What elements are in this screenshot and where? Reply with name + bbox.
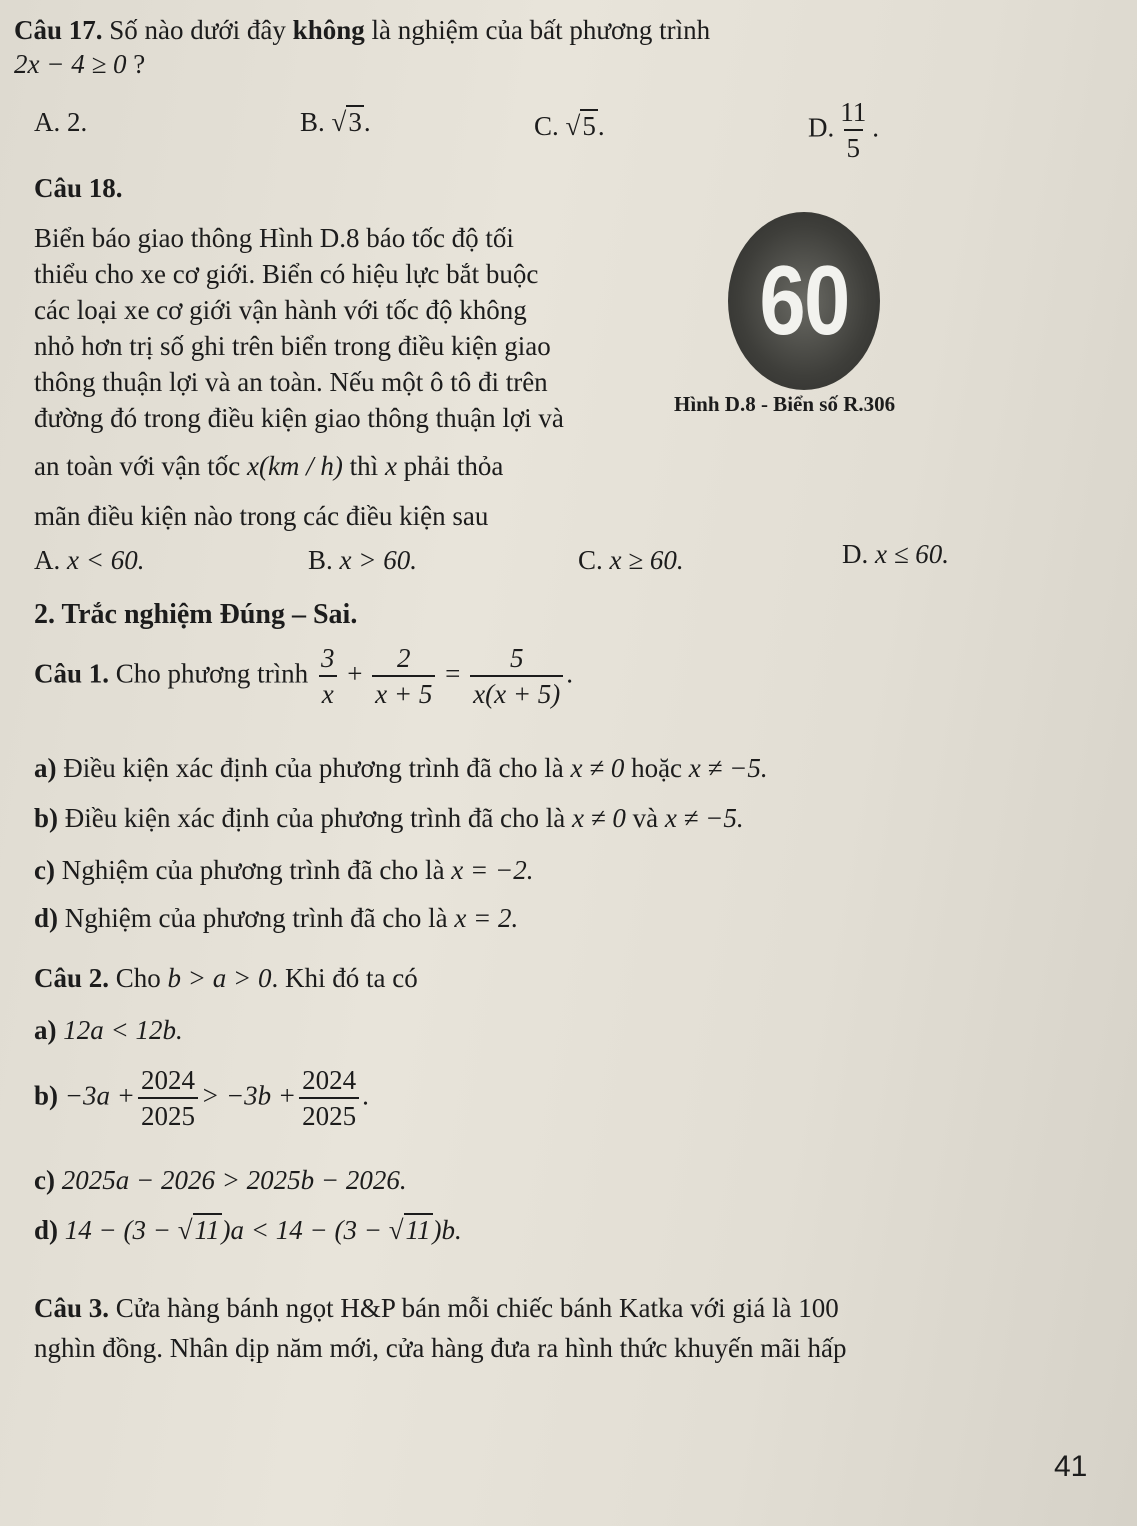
q17-option-a: A. 2. (34, 107, 88, 137)
q18-option-a: A. x < 60. (34, 545, 145, 575)
c2-statement-c: c) 2025a − 2026 > 2025b − 2026. (34, 1165, 407, 1195)
c1-statement-b: b) Điều kiện xác định của phương trình đã cho là x ≠ 0 và x ≠ −5. (34, 803, 744, 833)
q18-line-2: thiểu cho xe cơ giới. Biển có hiệu lực bắt buộc (34, 259, 539, 289)
q18-option-c: C. x ≥ 60. (578, 545, 684, 575)
section-heading: 2. Trắc nghiệm Đúng – Sai. (34, 599, 358, 630)
q18-line-5: thông thuận lợi và an toàn. Nếu một ô tô đi trên (34, 367, 548, 397)
q18-line-6: đường đó trong điều kiện giao thông thuận lợi và (34, 403, 564, 433)
c1-statement-a: a) Điều kiện xác định của phương trình đã cho là x ≠ 0 hoặc x ≠ −5. (34, 753, 768, 783)
c1-stem: Câu 1. Cho phương trình $\frac{3}{x}$ + $\frac{2}{x + 5}$ = $\frac{5}{x(x + 5)}$ . (34, 643, 574, 710)
c1-statement-d: d) Nghiệm của phương trình đã cho là x = 2. (34, 903, 519, 933)
speed-sign-number: 60 (759, 245, 849, 355)
q18-line-4: nhỏ hơn trị số ghi trên biển trong điều kiện giao (34, 331, 551, 361)
q17-option-d: D. $\frac{11}{5}$ . (808, 97, 879, 164)
q18-option-b: B. x > 60. (308, 545, 417, 575)
c3-line-2: nghìn đồng. Nhân dịp năm mới, cửa hàng đưa ra hình thức khuyến mãi hấp (34, 1333, 847, 1363)
q17-inequality: 2x − 4 ≥ 0 ? (14, 49, 146, 79)
q18-option-d: D. x ≤ 60. (842, 539, 950, 569)
q18-line-1: Biển báo giao thông Hình D.8 báo tốc độ tối (34, 223, 514, 253)
c2-statement-b: b) −3a + $\frac{2024}{2025}$ > −3b + $\frac{2024}{2025}$ . (34, 1065, 369, 1132)
q17-option-b: B. √3. (300, 107, 371, 137)
q17-stem: Câu 17. Số nào dưới đây không là nghiệm của bất phương trình (14, 15, 711, 45)
q18-line-8: mãn điều kiện nào trong các điều kiện sau (34, 501, 489, 531)
figure-caption: Hình D.8 - Biển số R.306 (674, 392, 896, 416)
q18-label: Câu 18. (34, 173, 123, 203)
c1-statement-c: c) Nghiệm của phương trình đã cho là x = −2. (34, 855, 534, 885)
q17-label: Câu 17. (14, 15, 103, 45)
c2-statement-d: d) 14 − (3 − √11)a < 14 − (3 − √11)b. (34, 1215, 462, 1245)
page-number: 41 (1054, 1450, 1088, 1483)
q18-line-3: các loại xe cơ giới vận hành với tốc độ không (34, 295, 527, 325)
c2-stem: Câu 2. Cho b > a > 0. Khi đó ta có (34, 963, 418, 993)
q18-line-7: an toàn với vận tốc x(km / h) thì x phải thỏa (34, 451, 504, 481)
speed-sign-image (728, 212, 880, 390)
c2-statement-a: a) 12a < 12b. (34, 1015, 183, 1045)
q17-option-c: C. √5. (534, 111, 605, 141)
c3-line-1: Câu 3. Cửa hàng bánh ngọt H&P bán mỗi chiếc bánh Katka với giá là 100 (34, 1293, 839, 1323)
